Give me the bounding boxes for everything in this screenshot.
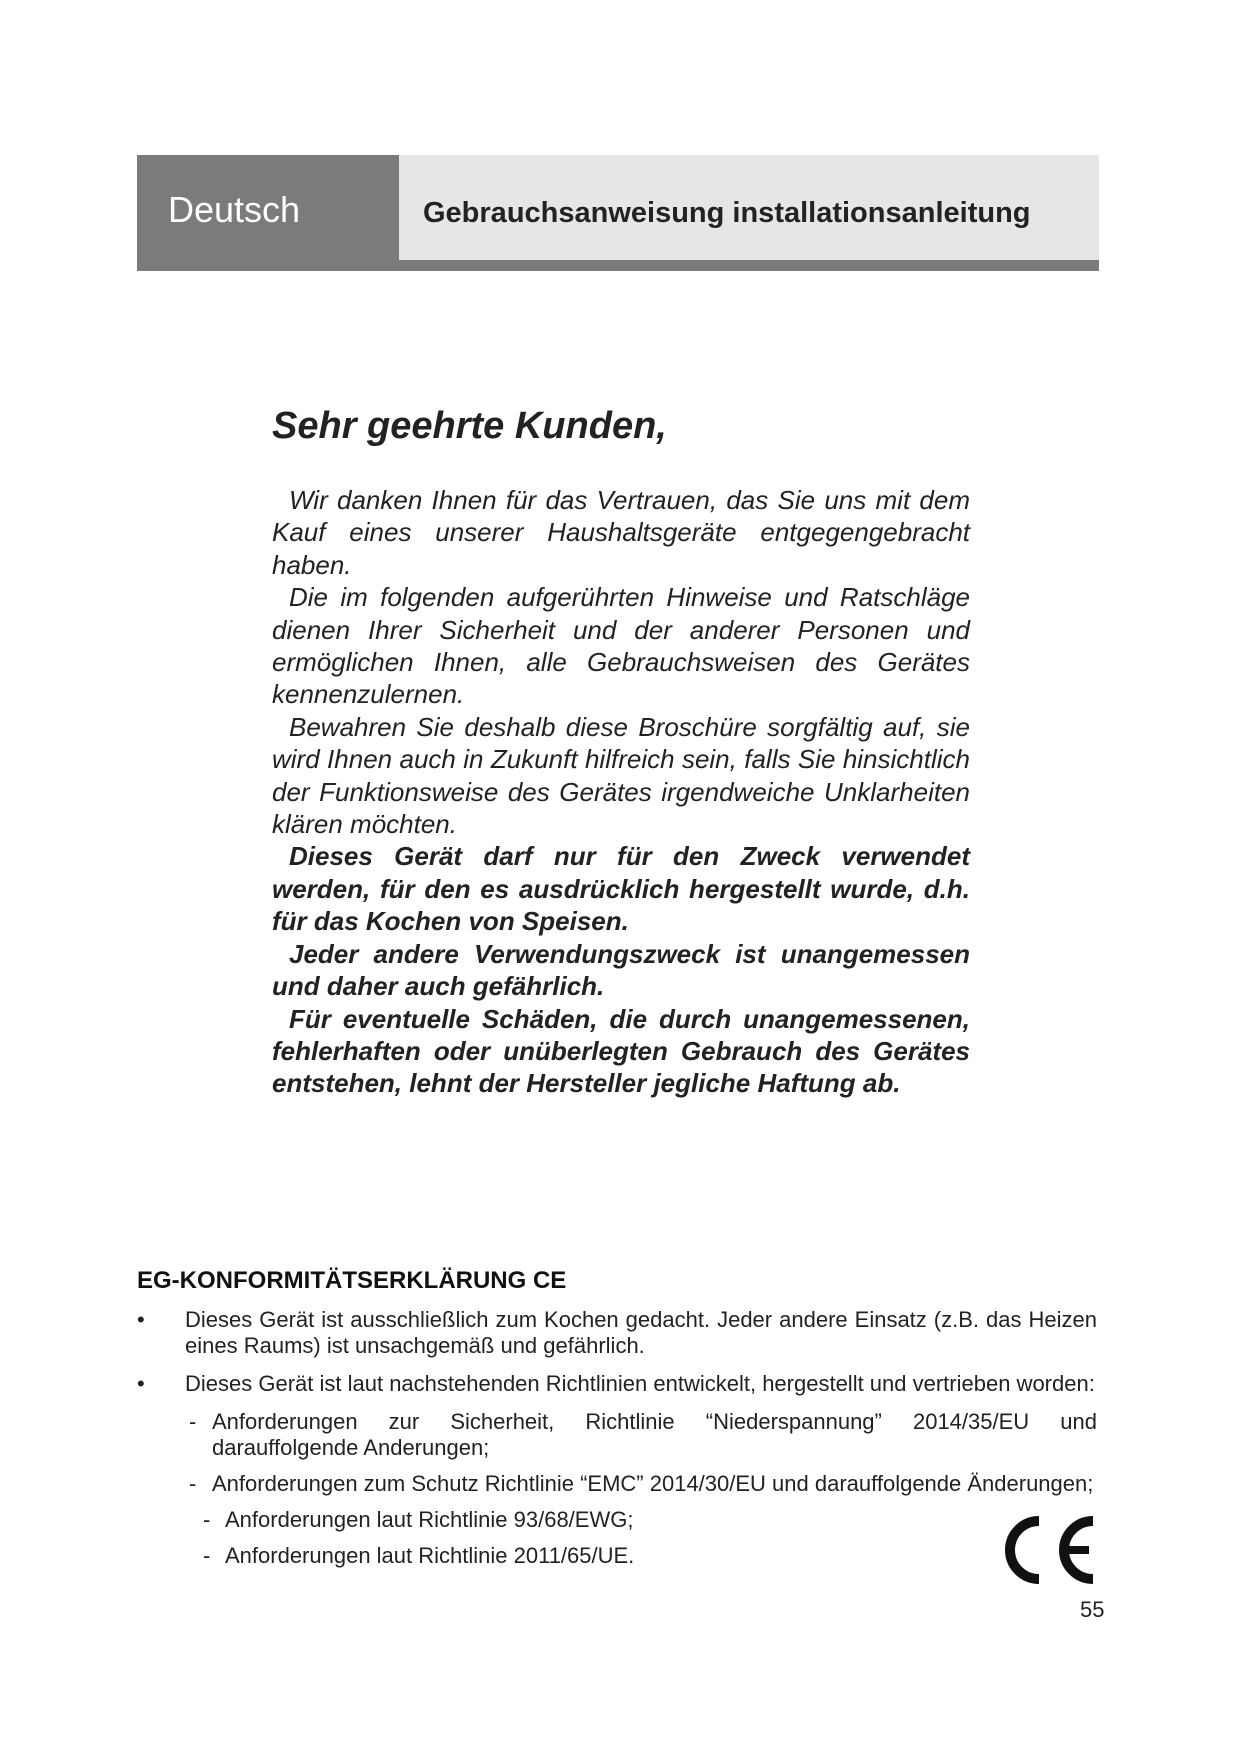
language-box bbox=[137, 155, 399, 271]
list-item bbox=[137, 1371, 1097, 1397]
header-divider bbox=[399, 260, 1099, 271]
language-label: Deutsch bbox=[168, 189, 301, 230]
intro-paragraph: Wir danken Ihnen für das Vertrauen, das Sie uns mit dem Kauf eines unserer Haushaltsgeräte entgegengebracht haben. bbox=[272, 485, 970, 580]
ce-mark-icon bbox=[995, 1515, 1100, 1585]
intro-warning: Für eventuelle Schäden, die durch unangemessenen, fehlerhaften oder unüberlegten Gebrauch des Gerätes entstehen, lehnt der Hersteller jegliche Haftung ab. bbox=[272, 1003, 970, 1099]
page-number: 55 bbox=[1080, 1597, 1105, 1622]
sub-list-item bbox=[137, 1409, 1097, 1461]
conformity-heading: EG-KONFORMITÄTSERKLÄRUNG CE bbox=[137, 1267, 567, 1294]
sub-list-item-text: Anforderungen laut Richtlinie 2011/65/UE. bbox=[225, 1543, 635, 1568]
dash-marker: - bbox=[203, 1543, 211, 1568]
sub-list-item bbox=[137, 1471, 1097, 1497]
sub-list-item-text: Anforderungen zum Schutz Richtlinie “EMC” 2014/30/EU und darauffolgende Änderungen; bbox=[212, 1471, 1094, 1496]
dash-marker: - bbox=[203, 1507, 211, 1532]
bullet-marker: • bbox=[137, 1371, 145, 1396]
sub-list-item-text: Anforderungen zur Sicherheit, Richtlinie “Niederspannung” 2014/35/EU und darauffolgende Anderungen; bbox=[212, 1409, 1097, 1460]
page-header bbox=[137, 155, 1099, 271]
dash-marker: - bbox=[189, 1471, 197, 1496]
sub-list-item bbox=[137, 1507, 1097, 1533]
list-item-text: Dieses Gerät ist ausschließlich zum Kochen gedacht. Jeder andere Einsatz (z.B. das Heizen eines Raums) ist unsachgemäß und gefährlich. bbox=[185, 1307, 1097, 1358]
header-title-box bbox=[399, 155, 1099, 260]
document-title: Gebrauchsanweisung installationsanleitung bbox=[423, 197, 1031, 229]
bullet-marker: • bbox=[137, 1307, 145, 1332]
list-item-text: Dieses Gerät ist laut nachstehenden Richtlinien entwickelt, hergestellt und vertrieben worden: bbox=[185, 1371, 1095, 1396]
intro-text bbox=[272, 484, 970, 1100]
greeting-heading: Sehr geehrte Kunden, bbox=[272, 405, 667, 447]
intro-warning: Dieses Gerät darf nur für den Zweck verwendet werden, für den es ausdrücklich hergestellt wurde, d.h. für das Kochen von Speisen. bbox=[272, 841, 970, 937]
sub-list-item-text: Anforderungen laut Richtlinie 93/68/EWG; bbox=[225, 1507, 634, 1532]
list-item bbox=[137, 1307, 1097, 1359]
intro-warning: Jeder andere Verwendungszweck ist unangemessen und daher auch gefährlich. bbox=[272, 938, 970, 1002]
sub-list-item bbox=[137, 1543, 1097, 1569]
dash-marker: - bbox=[189, 1409, 197, 1434]
conformity-list bbox=[137, 1307, 1097, 1579]
intro-paragraph: Bewahren Sie deshalb diese Broschüre sorgfältig auf, sie wird Ihnen auch in Zukunft hilfreich sein, falls Sie hinsichtlich der Funktionsweise des Gerätes irgendweiche Unklarheiten klären möchten. bbox=[272, 711, 970, 840]
intro-paragraph: Die im folgenden aufgerührten Hinweise und Ratschläge dienen Ihrer Sicherheit und der anderer Personen und ermöglichen Ihnen, alle Gebrauchsweisen des Gerätes kennenzulernen. bbox=[272, 582, 970, 710]
